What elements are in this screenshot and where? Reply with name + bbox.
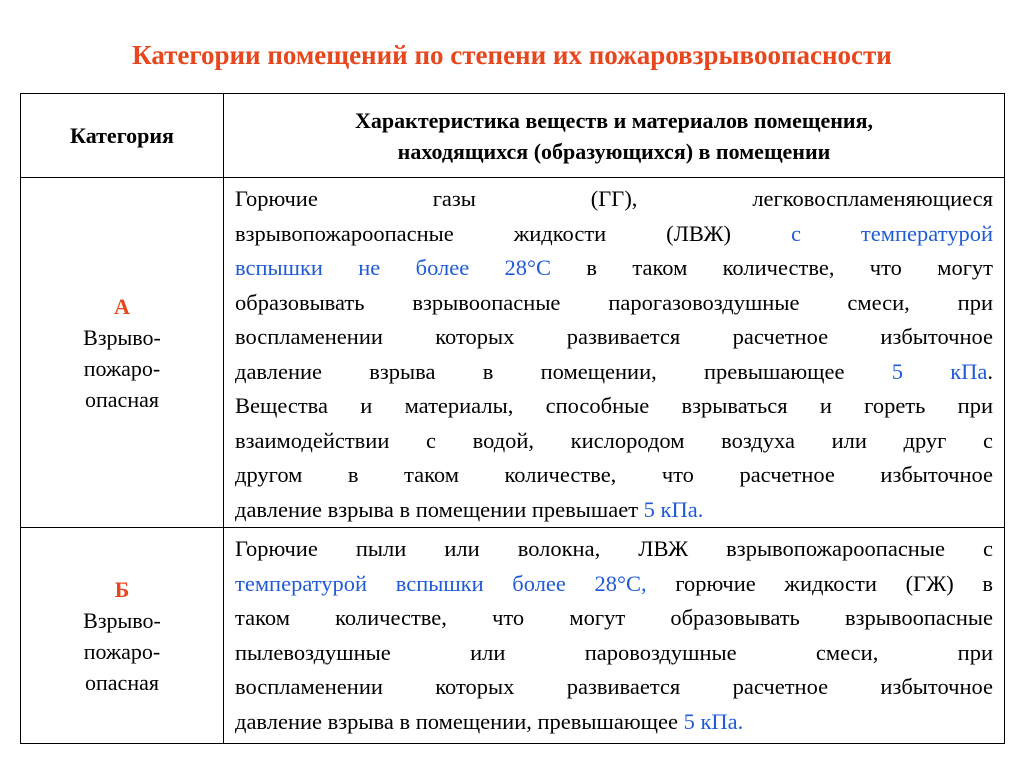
desc-line: взаимодействии с водой, кислородом воздуха или друг с bbox=[235, 427, 993, 453]
highlight-text: 5 кПа. bbox=[683, 708, 744, 734]
table-header-row bbox=[21, 94, 1005, 178]
table-row-category-a bbox=[21, 178, 1005, 528]
header-category: Категория bbox=[21, 94, 224, 178]
category-label-part: пожаро- bbox=[83, 638, 161, 664]
category-cell bbox=[21, 178, 224, 528]
desc-line: давление взрыва в помещении, превышающее 5 кПа. bbox=[235, 708, 744, 734]
desc-line: взрывопожароопасные жидкости (ЛВЖ) с температурой bbox=[235, 220, 993, 246]
category-label-part: пожаро- bbox=[83, 355, 161, 381]
characteristic-cell bbox=[224, 178, 1005, 528]
highlight-text: температурой вспышки более 28°С, bbox=[235, 570, 647, 596]
desc-line: пылевоздушные или паровоздушные смеси, при bbox=[235, 639, 993, 665]
category-letter: Б bbox=[114, 576, 130, 602]
desc-line: Горючие пыли или волокна, ЛВЖ взрывопожароопасные с bbox=[235, 536, 993, 561]
desc-line: вспышки не более 28°С в таком количестве, что могут bbox=[235, 255, 994, 280]
table-row-category-b bbox=[21, 528, 1005, 744]
desc-line: Горючие газы (ГГ), легковоспламеняющиеся bbox=[235, 186, 993, 211]
desc-line: воспламенении которых развивается расчетное избыточное bbox=[235, 324, 993, 349]
category-label-part: опасная bbox=[85, 386, 159, 412]
desc-line: другом в таком количестве, что расчетное избыточное bbox=[235, 462, 993, 487]
desc-line: образовывать взрывоопасные парогазовоздушные смеси, при bbox=[235, 289, 993, 315]
desc-line: воспламенении которых развивается расчетное избыточное bbox=[235, 674, 993, 699]
categories-table bbox=[20, 93, 1005, 744]
desc-line: давление взрыва в помещении, превышающее 5 кПа. bbox=[235, 358, 993, 384]
category-letter: А bbox=[114, 293, 130, 319]
highlight-text: с температурой bbox=[790, 220, 993, 246]
desc-line: давление взрыва в помещении превышает 5 кПа. bbox=[235, 496, 704, 522]
desc-line: таком количестве, что могут образовывать взрывоопасные bbox=[235, 605, 993, 630]
category-label-part: Взрыво- bbox=[83, 324, 161, 350]
highlight-text: 5 кПа. bbox=[643, 496, 704, 522]
characteristic-cell bbox=[224, 528, 1005, 744]
page-title: Категории помещений по степени их пожаровзрывоопасности bbox=[132, 40, 892, 70]
header-characteristic-line1: Характеристика веществ и материалов помещения, bbox=[355, 107, 873, 133]
header-characteristic bbox=[224, 94, 1005, 178]
category-cell bbox=[21, 528, 224, 744]
category-label-part: Взрыво- bbox=[83, 607, 161, 633]
desc-line: Вещества и материалы, способные взрываться и гореть при bbox=[235, 393, 993, 418]
header-characteristic-line2: находящихся (образующихся) в помещении bbox=[397, 138, 831, 164]
highlight-text: вспышки не более 28°С bbox=[235, 255, 552, 280]
desc-line: температурой вспышки более 28°С, горючие жидкости (ГЖ) в bbox=[235, 570, 993, 596]
category-label-part: опасная bbox=[85, 669, 159, 695]
highlight-text: 5 кПа bbox=[891, 358, 988, 384]
